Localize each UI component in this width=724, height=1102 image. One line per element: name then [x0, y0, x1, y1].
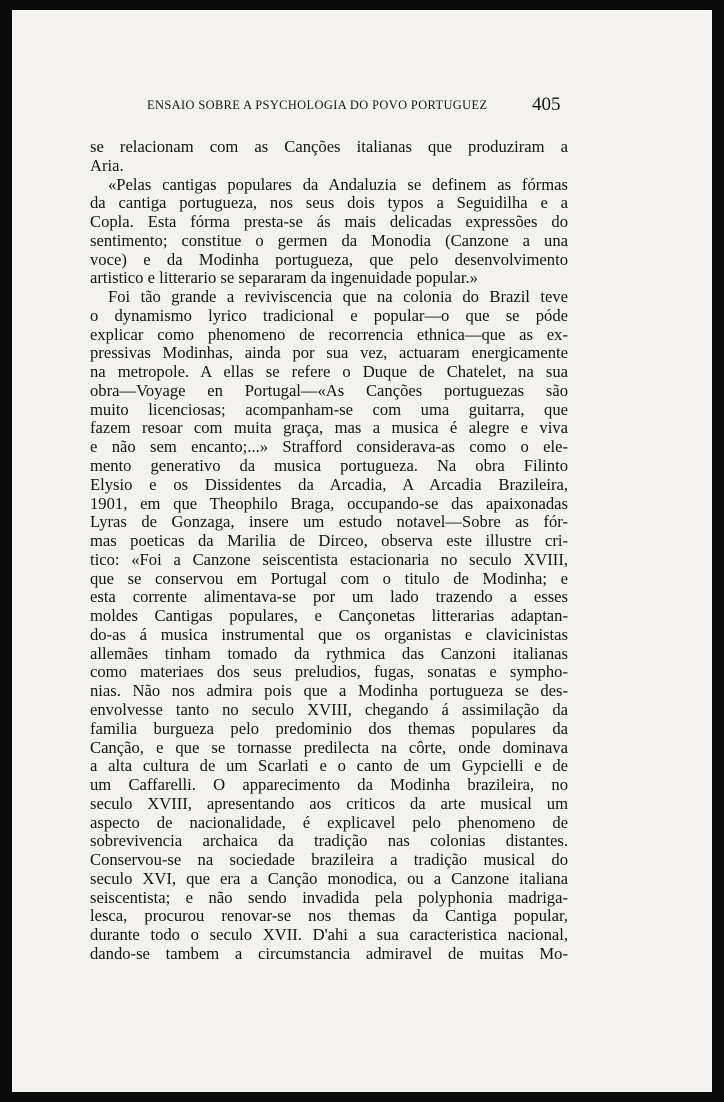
text-line: mento generativo da musica portugueza. Na obra Filinto: [90, 456, 568, 476]
text-line: da cantiga portugueza, nos seus dois typos a Seguidilha e a: [90, 193, 568, 213]
text-line: envolvesse tanto no seculo XVIII, chegando á assimilação da: [90, 699, 568, 719]
text-line: sentimento; constitue o germen da Monodia (Canzone a una: [90, 230, 568, 250]
text-line: seculo XVI, que era a Canção monodica, ou a Canzone italiana: [90, 868, 568, 888]
running-head: ENSAIO SOBRE A PSYCHOLOGIA DO POVO PORTUGUEZ: [147, 98, 488, 112]
text-line: lesca, procurou renovar-se nos themas da Cantiga popular,: [90, 906, 568, 926]
text-line: 1901, em que Theophilo Braga, occupando-se das apaixonadas: [90, 493, 568, 513]
text-line: explicar como phenomeno de recorrencia ethnica—que as ex-: [90, 324, 568, 344]
text-line: do-as á musica instrumental que os organistas e clavicinistas: [90, 624, 568, 644]
text-line: allemães tinham tomado da rythmica das Canzoni italianas: [90, 643, 568, 663]
body-text: [90, 138, 568, 964]
text-line: voce) e da Modinha portugueza, que pelo desenvolvimento: [90, 249, 568, 269]
text-line: a alta cultura de um Scarlati e o canto de um Gypcielli e de: [90, 756, 568, 776]
text-line: muito licenciosas; acompanham-se com uma guitarra, que: [90, 399, 568, 419]
text-line: dando-se tambem a circumstancia admiravel de muitas Mo-: [90, 943, 568, 963]
text-line: tico: «Foi a Canzone seiscentista estacionaria no seculo XVIII,: [90, 549, 568, 569]
text-line: se relacionam com as Canções italianas que produziram a: [90, 137, 568, 156]
text-line: sobrevivencia archaica da tradição nas colonias distantes.: [90, 831, 568, 851]
text-line: Conservou-se na sociedade brazileira a tradição musical do: [90, 850, 568, 870]
text-line: como materiaes dos seus preludios, fugas, sonatas e sympho-: [90, 662, 568, 682]
text-line: obra—Voyage en Portugal—«As Canções portuguezas são: [90, 380, 568, 400]
text-line: o dynamismo lyrico tradicional e popular—o que se póde: [90, 305, 568, 325]
text-line: durante todo o seculo XVII. D'ahi a sua caracteristica nacional,: [90, 925, 568, 945]
text-line: na metropole. A ellas se refere o Duque de Chatelet, na sua: [90, 362, 568, 382]
text-line: esta corrente alimentava-se por um lado trazendo a esses: [90, 587, 568, 607]
text-line: familia burgueza pelo predominio dos themas populares da: [90, 718, 568, 738]
text-line: aspecto de nacionalidade, é explicavel pelo phenomeno de: [90, 812, 568, 832]
text-line: Canção, e que se tornasse predilecta na côrte, onde dominava: [90, 737, 568, 757]
text-line: seculo XVIII, apresentando aos criticos da arte musical um: [90, 793, 568, 813]
text-line: fazem resoar com muita graça, mas a musica é alegre e viva: [90, 418, 568, 438]
text-line: moldes Cantigas populares, e Cançonetas litterarias adaptan-: [90, 606, 568, 626]
page-header: [12, 94, 712, 118]
page-number: 405: [532, 94, 561, 115]
text-line: um Caffarelli. O apparecimento da Modinha brazileira, no: [90, 775, 568, 795]
book-page: [12, 10, 712, 1092]
text-line: que se conservou em Portugal com o titulo de Modinha; e: [90, 568, 568, 588]
text-line: nias. Não nos admira pois que a Modinha portugueza se des-: [90, 681, 568, 701]
text-line: e não sem encanto;...» Strafford considerava-as como o ele-: [90, 437, 568, 457]
text-line: Lyras de Gonzaga, insere um estudo notavel—Sobre as fór-: [90, 512, 568, 532]
text-line: «Pelas cantigas populares da Andaluzia se definem as fórmas: [108, 174, 568, 194]
text-line: mas poeticas da Marilia de Dirceo, observa este illustre cri-: [90, 531, 568, 551]
text-line: seiscentista; e não sendo invadida pela polyphonia madriga-: [90, 887, 568, 907]
text-line: Elysio e os Dissidentes da Arcadia, A Arcadia Brazileira,: [90, 474, 568, 494]
text-line: artistico e litterario se separaram da ingenuidade popular.»: [90, 268, 478, 288]
text-line: Aria.: [90, 155, 124, 175]
text-line: Foi tão grande a reviviscencia que na colonia do Brazil teve: [108, 287, 568, 307]
text-line: Copla. Esta fórma presta-se ás mais delicadas expressões do: [90, 212, 568, 232]
text-line: pressivas Modinhas, ainda por sua vez, actuaram energicamente: [90, 343, 568, 363]
